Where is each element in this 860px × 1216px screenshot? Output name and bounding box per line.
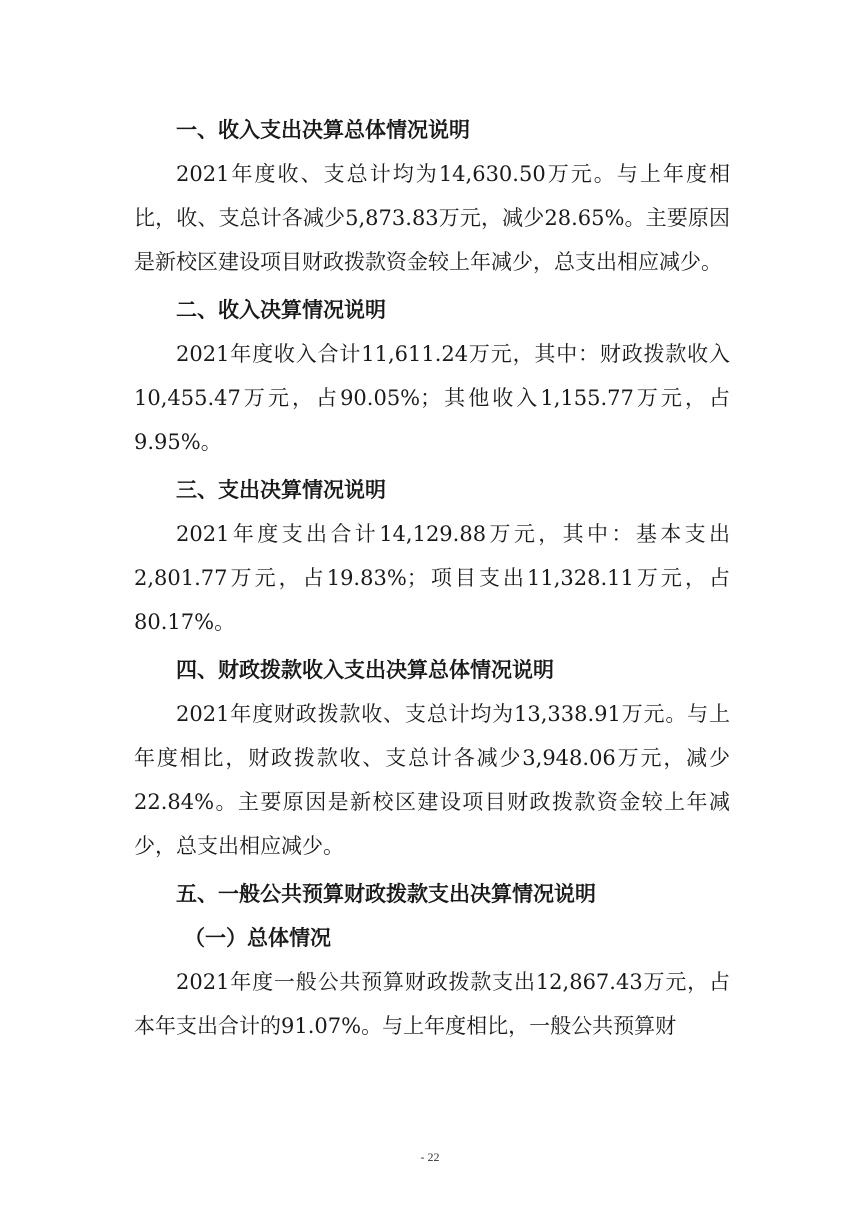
section-1-heading: 一、收入支出决算总体情况说明 [176,118,470,142]
section-4-heading: 四、财政拨款收入支出决算总体情况说明 [176,658,554,682]
section-3-paragraph: 2021年度支出合计14,129.88万元，其中：基本支出2,801.77万元，占19.83%；项目支出11,328.11万元，占80.17%。 [134,522,730,634]
section-4-paragraph: 2021年度财政拨款收、支总计均为13,338.91万元。与上年度相比，财政拨款收、支总计各减少3,948.06万元，减少22.84%。主要原因是新校区建设项目财政拨款资金较上年减少，总支出相应减少。 [134,702,730,858]
section-5-heading: 五、一般公共预算财政拨款支出决算情况说明 [176,882,596,906]
section-5-paragraph: 2021年度一般公共预算财政拨款支出12,867.43万元，占本年支出合计的91.07%。与上年度相比，一般公共预算财 [134,970,730,1038]
section-3-heading: 三、支出决算情况说明 [176,478,386,502]
section-1-paragraph: 2021年度收、支总计均为14,630.50万元。与上年度相比，收、支总计各减少5,873.83万元，减少28.65%。主要原因是新校区建设项目财政拨款资金较上年减少，总支出相应减少。 [134,162,730,274]
document-body [134,108,730,1048]
section-2-paragraph: 2021年度收入合计11,611.24万元，其中：财政拨款收入10,455.47万元，占90.05%；其他收入1,155.77万元，占9.95%。 [134,342,730,454]
section-2-heading: 二、收入决算情况说明 [176,298,386,322]
page-number: - 22 [420,1150,440,1164]
section-5-subheading: （一）总体情况 [184,926,331,950]
